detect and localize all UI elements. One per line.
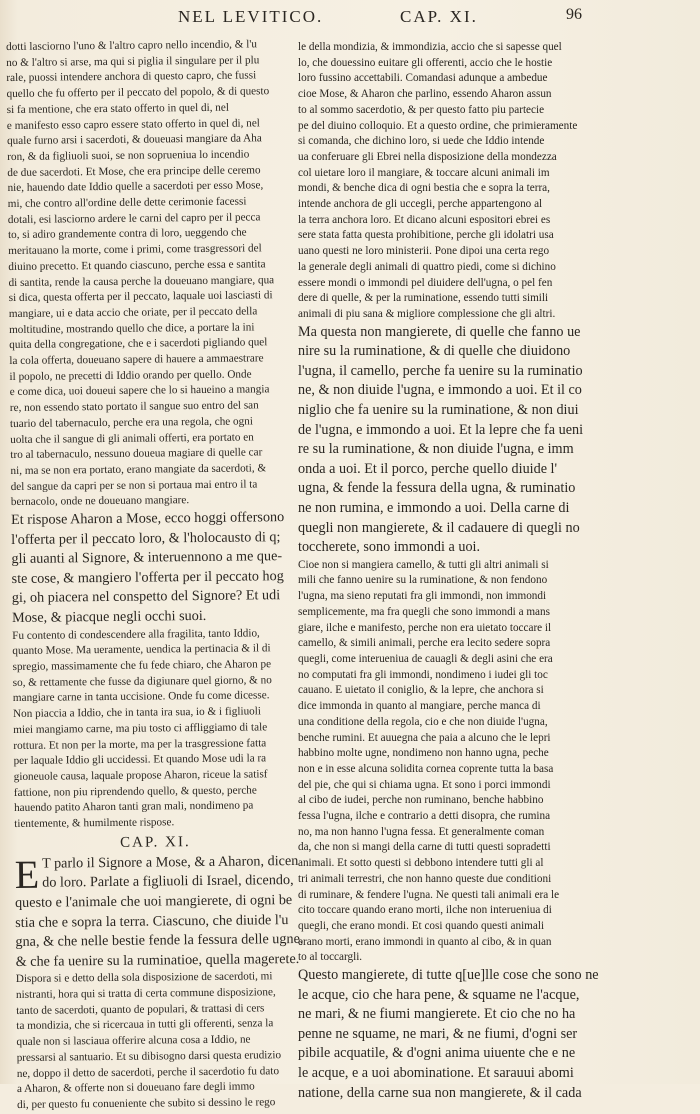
left-scripture-b <box>11 508 294 629</box>
text-line: del pie, che qui si chiama ugna. Et sono i porci immondi <box>298 778 551 791</box>
text-line: gioneuole causa, laquale propose Aharon, riceue la satisf <box>13 768 268 783</box>
right-scripture-b <box>298 323 692 558</box>
text-line: il popolo, ne precetti di Iddio orando per quello. Onde <box>9 368 252 383</box>
text-line: animali di piu sana & migliore complessione che gli altri. <box>298 307 556 320</box>
text-line: dere di quelle, & per la ruminatione, essendo tutti simili <box>298 292 549 305</box>
text-line: mondi, & benche dica di ogni bestia che e sopra la terra, <box>298 182 550 195</box>
text-line: penne ne squame, ne mari, & ne fiumi, d'ogni ser <box>298 1025 578 1042</box>
text-line: dice immonda in quanto al mangiare, perche manca di <box>298 700 541 713</box>
text-line: habbino molte ugne, nondimeno non hanno ugna, peche <box>298 747 549 760</box>
text-line: tuario del tabernaculo, perche era una regola, che ogni <box>9 415 253 430</box>
text-line: fessa l'ugna, ilche e contrario a detti disopra, che rumina <box>298 810 551 823</box>
text-line: quegli non mangierete, & il cadauere di quegli no <box>298 519 580 536</box>
text-line: loro fussino accettabili. Comandasi adunque a ambedue <box>298 72 548 85</box>
text-line: pressarsi al santuario. Et su dibisogno darsi questa erudizio <box>16 1049 282 1064</box>
chapter-heading: CAP. XI. <box>120 833 191 851</box>
text-line: non e in esse alcuna solidita cornea coprente tutta la basa <box>298 762 554 775</box>
text-line: Mose, & piacque negli occhi suoi. <box>11 607 207 627</box>
text-line: uolta che il sangue di gli animali offerti, era portato en <box>10 431 254 446</box>
text-line: mi, che contro all'ordine delle dette cerimonie facessi <box>7 195 247 211</box>
text-line: giare, ilche e manifesto, perche non era uietato toccare il <box>298 621 552 634</box>
text-line: la cola offerta, doueuano sapere di hauere a ammaestrare <box>9 352 264 368</box>
text-line: gi, oh piacera nel conspetto del Signore? Et udi <box>11 587 281 607</box>
right-commentary-a <box>298 40 692 323</box>
text-line: di, per questo fu conueniente che subito si dessino le rego <box>17 1096 276 1111</box>
left-commentary-e <box>16 969 299 1113</box>
text-line: hauendo patito Aharon tanti gran mali, nondimeno pa <box>13 799 254 815</box>
text-line: spregio, massimamente che fu fede chiaro, che Aharon pe <box>12 658 272 674</box>
text-line: mangiare, ui e data accio che oriate, per il peccato della <box>8 305 258 320</box>
text-line: dotti lasciorno l'uno & l'altro capro nello incendio, & l'u <box>6 38 258 53</box>
text-line: mili che fanno uenire su la ruminatione, & non fendono <box>298 574 548 587</box>
text-line: quale furno arsi i sacerdoti, & doueuasi mangiare da Aha <box>6 132 262 148</box>
text-line: del sangue da capri per se non si portaua mai entro il ta <box>10 478 258 493</box>
text-line: e manifesto esso capro essere stato offerto in quel di, nel <box>6 116 260 132</box>
text-line: quale non si lasciaua offerire alcuna cosa a Iddio, ne <box>16 1033 251 1049</box>
running-chapter: CAP. XI. <box>400 7 478 26</box>
right-commentary-c <box>298 558 692 966</box>
text-line: & che fa uenire su la ruminatioe, quella magerete. <box>15 950 300 970</box>
text-line: l'offerta per il peccato loro, & l'holocausto di q; <box>11 528 281 548</box>
right-scripture-d <box>298 966 692 1103</box>
text-line: do loro. Parlate a figliuoli di Israel, dicendo, <box>42 872 294 892</box>
text-line: pibile acquatile, & d'ogni anima uiuente che e ne <box>298 1045 576 1062</box>
text-line: ron, & da figliuoli suoi, se non soprueniua lo incendio <box>7 148 250 163</box>
text-line: nistranti, hora qui si tratta di certa commune disposizione, <box>15 986 276 1002</box>
text-line: tanto de sacerdoti, quanto de populari, & trattasi di cers <box>16 1002 265 1017</box>
text-line: le acque, e a uoi abominatione. Et sarauui abomi <box>298 1065 574 1082</box>
text-line: de due sacerdoti. Et Mose, che era principe delle ceremo <box>7 163 261 179</box>
text-line: tro al tabernaculo, nessuno doueua magiare di quelle car <box>10 446 263 462</box>
text-line: tientemente, & humilmente rispose. <box>14 816 175 831</box>
text-line: cito toccare quando erano morti, ilche non interueniua di <box>298 904 552 917</box>
text-line: si fa mentione, che era stato offerto in quel di, nel <box>6 101 230 116</box>
text-line: essere mondi o immondi pel diuidere dell'ugna, o pel fen <box>298 276 553 289</box>
left-column <box>6 37 304 1111</box>
text-line: re su la ruminatione, & non diuide l'ugna, e imm <box>298 441 574 458</box>
text-line: quanto Mose. Ma ueramente, uendica la pertinacia & il di <box>12 642 271 658</box>
text-line: meritauano la morte, come i primi, come trasgressori del <box>8 242 262 258</box>
text-line: bernacolo, onde ne doueuano mangiare. <box>10 494 190 509</box>
left-commentary-a <box>6 37 293 511</box>
text-line: to al sommo sacerdotio, & per questo fatto piu partecie <box>298 103 545 116</box>
page-header <box>0 0 700 42</box>
text-line: gna, & che nelle bestie fende la fessura delle ugne, <box>15 931 304 951</box>
text-line: natione, della carne sua non mangierete, & il cada <box>298 1084 582 1101</box>
text-line: T parlo il Signore a Mose, & a Aharon, dicen <box>41 852 299 872</box>
text-line: col uietare loro il mangiare, & toccare alcuni animali im <box>298 166 550 179</box>
text-line: cioe Mose, & Aharon che parlino, essendo Aharon assun <box>298 88 552 101</box>
text-line: lo, che douessino euitare gli offerenti, accio che le hostie <box>298 56 553 69</box>
text-line: ne mari, & ne fiumi mangierete. Et cio che no ha <box>298 1006 576 1023</box>
text-line: fattione, non piu riprendendo quello, & questo, perche <box>13 784 257 799</box>
text-line: di ruminare, & fendere l'ugna. Ne questi tali animali era le <box>298 888 560 901</box>
text-line: rottura. Et non per la morte, ma per la trasgressione fatta <box>13 736 267 752</box>
text-line: to al toccargli. <box>298 951 363 964</box>
text-line: semplicemente, ma fra quegli che sono immondi a mans <box>298 605 550 618</box>
text-line: benche rumini. Et auuegna che paia a alcuno che le lepri <box>298 731 551 744</box>
text-line: Ma questa non mangierete, di quelle che fanno ue <box>298 323 581 340</box>
text-line: nie, hauendo date Iddio quelle a sacerdoti per esso Mose, <box>7 179 264 195</box>
left-scripture-d <box>14 851 304 973</box>
text-line: Et rispose Aharon a Mose, ecco hoggi offersono <box>10 509 285 529</box>
drop-cap: E <box>14 851 40 897</box>
text-line: al cibo de iudei, perche non ruminano, benche habbino <box>298 794 544 807</box>
text-line: miei mangiamo carne, ma piu tosto ci affliggiamo di tale <box>13 721 268 736</box>
text-line: no, ma non hanno l'ugna fessa. Et generalmente coman <box>298 825 545 838</box>
running-head: NEL LEVITICO. <box>178 7 324 26</box>
text-line: a Aharon, & offerte non si doueuano fare degli immo <box>16 1080 255 1096</box>
text-line: erano morti, erano immondi in quanto al cibo, & in quan <box>298 935 552 948</box>
text-line: re, non essendo stato portato il sangue suo entro del san <box>9 399 259 415</box>
text-line: l'ugna, il camello, perche fa uenire su la ruminatio <box>298 362 583 379</box>
text-line: sere stata fatta questa prohibitione, perche gli idolatri usa <box>298 229 554 242</box>
text-line: di santita, rende la causa perche la doueuano mangiare, qua <box>8 273 275 289</box>
text-line: si dica, questa offerta per il peccato, laquale uoi lasciasti di <box>8 289 273 305</box>
right-column <box>298 40 692 1101</box>
text-line: so, & rettamente che fusse da digiunare quel giorno, & no <box>12 674 272 689</box>
text-line: Non piaccia a Iddio, che in tanta ira sua, io & i figliuoli <box>12 705 262 721</box>
text-line: ugna, & fende la fessura della ugna, & ruminatio <box>298 480 576 497</box>
text-line: animali. Et sotto questi si debbono intendere tutti gli al <box>298 857 544 870</box>
text-line: la terra anchora loro. Et dicano alcuni espositori ebrei es <box>298 213 551 226</box>
text-line: diuino precetto. Et quando ciascuno, perche essa e santita <box>8 258 266 273</box>
text-line: nire su la ruminatione, & di quelle che diuidono <box>298 343 571 360</box>
text-line: dotali, esi lasciorno ardere le carni del capro per il pecca <box>7 211 261 226</box>
text-line: ni, ma se non era portato, erano mangiate da sacerdoti, & <box>10 462 267 477</box>
text-line: e come dica, uoi doueui sapere che lo si haueino a mangia <box>9 383 270 399</box>
text-line: no computati fra gli immondi, nondimeno i iudei gli toc <box>298 668 548 681</box>
text-line: la generale degli animali di quattro piedi, come si dichino <box>298 260 556 273</box>
text-line: le della mondizia, & immondizia, accio che si sapesse quel <box>298 41 562 53</box>
text-line: l'ugna, ma sieno reputati fra gli immondi, non immondi <box>298 590 547 603</box>
text-line: quita della congregatione, che e i sacerdoti pigliando quel <box>9 336 268 352</box>
text-line: Questo mangierete, di tutte q[ue]lle cose che sono ne <box>298 967 599 984</box>
text-line: gli auanti al Signore, & interuennono a me que- <box>11 548 283 568</box>
text-line: rale, puossi intendere anchora di questo capro, che fussi <box>6 69 257 85</box>
text-line: uano questi ne loro ministerii. Pone dipoi una certa rego <box>298 245 550 258</box>
text-line: moltitudine, mostrando quello che dice, a portare la ini <box>8 321 255 336</box>
text-line: no & l'altro si arse, ma qui si piglia il singulare per il plu <box>6 54 260 69</box>
text-line: mangiare carne in tanta uccisione. Onde fu come dicesse. <box>12 689 270 705</box>
text-line: onda a uoi. Et il porco, perche quello diuide l' <box>298 460 558 477</box>
text-line: ta mondizia, che si ricercaua in tutti gli offerenti, senza la <box>16 1017 274 1033</box>
text-line: cauano. E uietato il coniglio, & la lepre, che anchora si <box>298 684 544 697</box>
left-commentary-c <box>12 626 296 833</box>
text-line: camello, & simili animali, perche era lecito sedere sopra <box>298 637 551 650</box>
text-line: ne, & non diuide l'ugna, e immondo a uoi. Et il co <box>298 382 582 399</box>
text-line: ua conferuare gli Ebrei nella disposizione della mondezza <box>298 150 557 163</box>
text-line: Cioe non si mangiera camello, & tutti gli altri animali si <box>298 558 549 571</box>
text-line: de l'ugna, e immondo a uoi. Et la lepre che fa ueni <box>298 421 584 438</box>
page-number: 96 <box>566 6 582 23</box>
text-line: Fu contento di condescendere alla fragilita, tanto Iddio, <box>12 627 260 642</box>
text-line: per laquale Iddio gli uccidessi. Et quando Mose udi la ra <box>13 752 267 768</box>
text-line: pe del diuino colloquio. Et a questo ordine, che primieramente <box>298 119 578 132</box>
text-line: ne non rumina, e immondo a uoi. Della carne di <box>298 500 570 516</box>
text-line: ste cose, & mangiero l'offerta per il peccato hog <box>11 567 284 587</box>
text-line: questo e l'animale che uoi mangierete, di ogni be <box>14 892 293 911</box>
text-line: da, che non si mangi della carne di tutti questi sopradetti <box>298 841 551 854</box>
text-line: quegli, che erano mondi. Et cosi quando questi animali <box>298 919 545 932</box>
text-line: tri animali terrestri, che non hanno queste due conditioni <box>298 872 552 885</box>
text-line: quello che fu offerto per il peccato del popolo, & di questo <box>6 85 270 101</box>
text-line: ne, doppo il detto de sacerdoti, perche il sacerdotio fu dato <box>16 1064 280 1080</box>
text-line: una conditione della regola, cio e che non diuide l'ugna, <box>298 715 548 728</box>
text-line: quegli, come interueniua de cauagli & degli asini che era <box>298 653 553 665</box>
text-line: si comanda, che dichino loro, si uede che Iddio intende <box>298 135 545 148</box>
text-line: toccherete, sono immondi a uoi. <box>298 539 481 556</box>
text-line: Dispora si e detto della sola disposizione de sacerdoti, mi <box>15 970 273 986</box>
text-line: to, si adiro grandemente contra di loro, ueggendo che <box>7 226 247 242</box>
text-line: intende anchora de gli uccegli, perche appartengono al <box>298 198 543 211</box>
text-line: stia che e sopra la terra. Ciascuno, che diuide l'u <box>15 911 289 931</box>
text-line: le acque, cio che hara pene, & squame ne l'acque, <box>298 986 580 1003</box>
text-line: niglio che fa uenire su la ruminatione, & non diui <box>298 402 579 419</box>
